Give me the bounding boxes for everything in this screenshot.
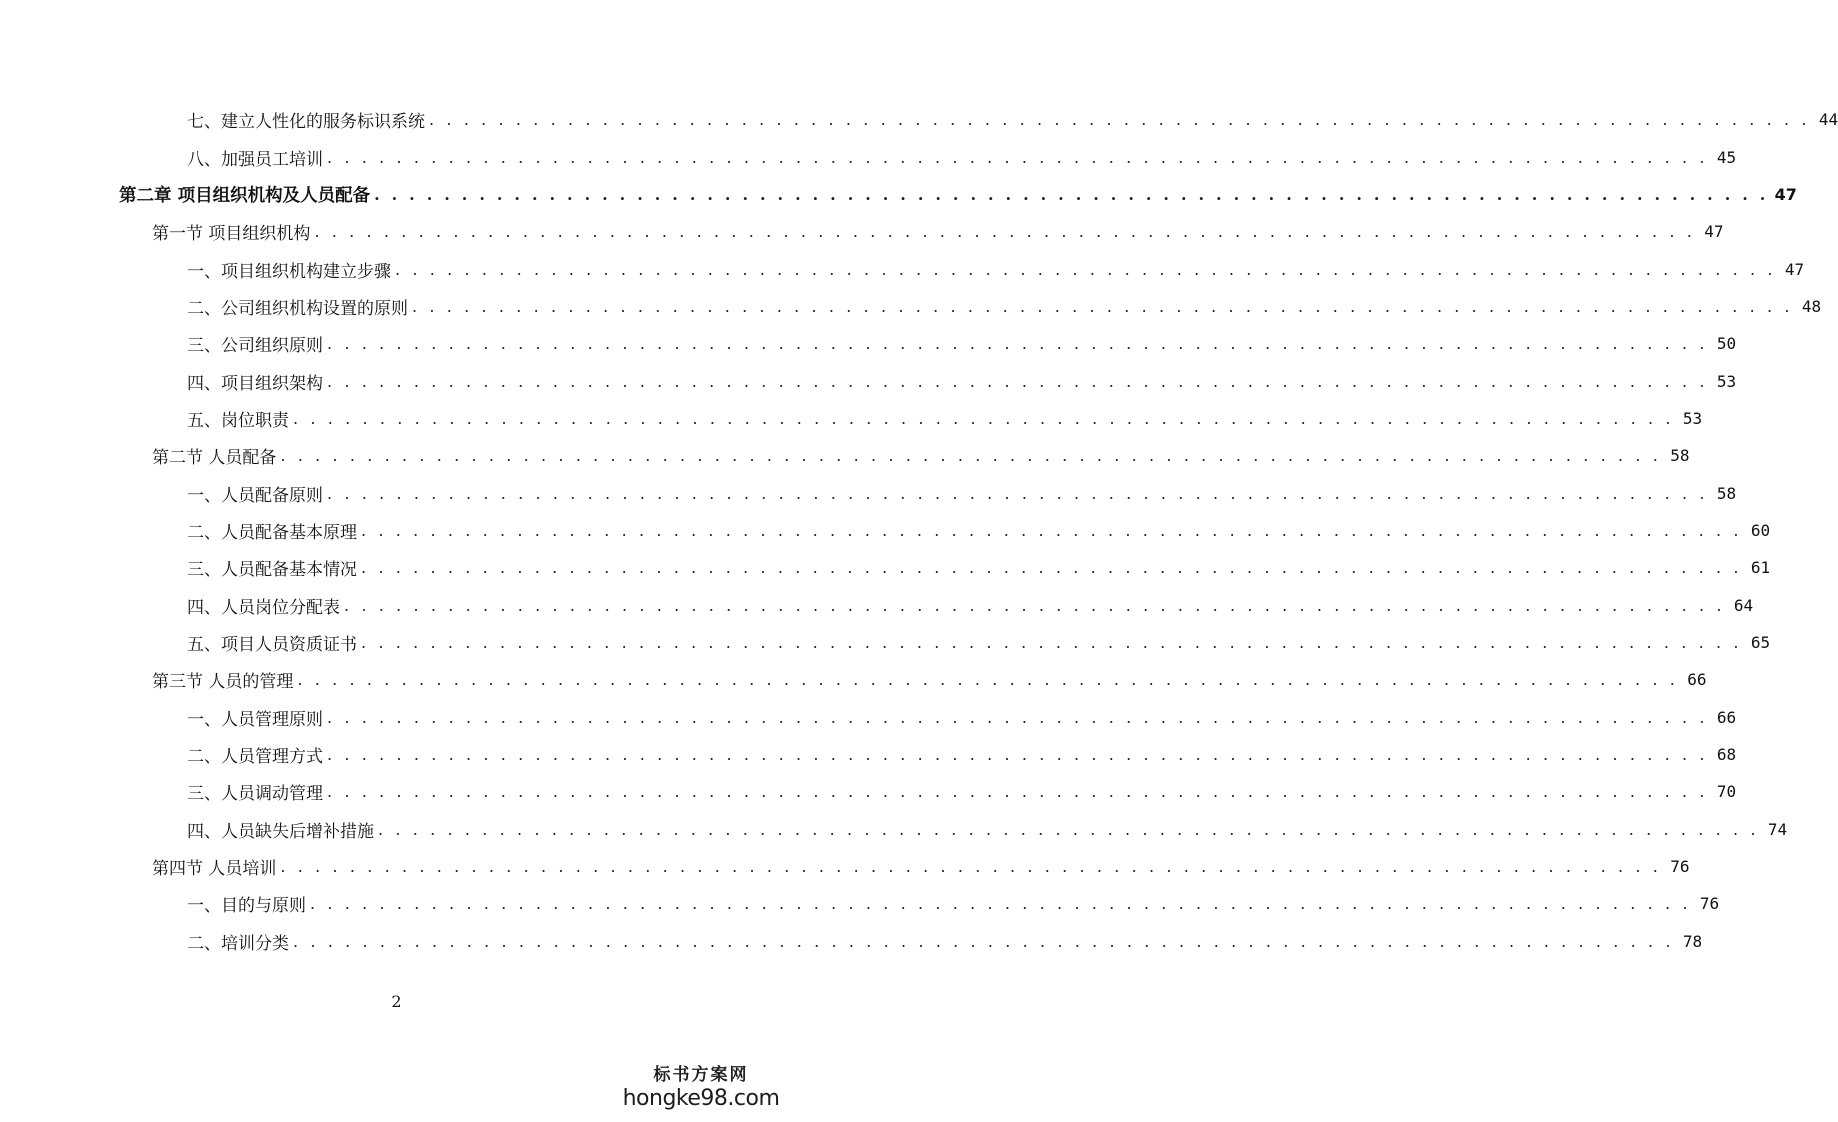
toc-entry-title: 四、项目组织架构 <box>187 373 323 394</box>
toc-page-number: 45 <box>1716 147 1737 167</box>
toc-dot-leader: . . . . . . . . . . . . . . . . . . . . . . . . . . . . . . . . . . . . . . . . . . . . . . . . . . . . . . . . . . . . . . . . . . . . . . . . . . . . . . . . <box>327 483 1709 503</box>
toc-entry-title: 第二节 人员配备 <box>152 448 277 469</box>
watermark-logo <box>621 1064 781 1112</box>
toc-page-number: 50 <box>1716 334 1737 354</box>
toc-page-number: 53 <box>1716 371 1737 391</box>
toc-dot-leader: . . . . . . . . . . . . . . . . . . . . . . . . . . . . . . . . . . . . . . . . . . . . . . . . . . . . . . . . . . . . . . . . . . . . . . . . . . . . . . . . <box>327 782 1709 802</box>
toc-page-number: 78 <box>1682 931 1703 951</box>
toc-dot-leader: . . . . . . . . . . . . . . . . . . . . . . . . . . . . . . . . . . . . . . . . . . . . . . . . . . . . . . . . . . . . . . . . . . . . . . . . . . . . . . . . <box>327 371 1709 391</box>
toc-entry-title: 三、人员配备基本情况 <box>187 560 357 581</box>
toc-entry-title: 七、建立人性化的服务标识系统 <box>187 112 425 133</box>
toc-page-number: 64 <box>1733 595 1754 615</box>
toc-dot-leader: . . . . . . . . . . . . . . . . . . . . . . . . . . . . . . . . . . . . . . . . . . . . . . . . . . . . . . . . . . . . . . . . . . . . . . . . . . . . . . . . <box>327 707 1709 727</box>
toc-entry-title: 二、人员配备基本原理 <box>187 522 357 543</box>
toc-entry-title: 一、人员配备原则 <box>187 485 323 506</box>
toc-entry-title: 三、公司组织原则 <box>187 336 323 357</box>
toc-subsection-entry[interactable] <box>0 549 1771 586</box>
toc-page-number: 47 <box>1704 222 1724 242</box>
toc-subsection-entry[interactable] <box>0 138 1737 175</box>
toc-subsection-entry[interactable] <box>0 400 1703 437</box>
toc-page-number: 76 <box>1670 857 1690 877</box>
toc-dot-leader: . . . . . . . . . . . . . . . . . . . . . . . . . . . . . . . . . . . . . . . . . . . . . . . . . . . . . . . . . . . . . . . . . . . . . . . . . . . . . . . . <box>361 558 1743 578</box>
toc-dot-leader: . . . . . . . . . . . . . . . . . . . . . . . . . . . . . . . . . . . . . . . . . . . . . . . . . . . . . . . . . . . . . . . . . . . . . . . . . . . . . . . . <box>280 446 1662 466</box>
toc-dot-leader: . . . . . . . . . . . . . . . . . . . . . . . . . . . . . . . . . . . . . . . . . . . . . . . . . . . . . . . . . . . . . . . . . . . . . . . . . . . . . . . . <box>344 595 1726 615</box>
toc-dot-leader: . . . . . . . . . . . . . . . . . . . . . . . . . . . . . . . . . . . . . . . . . . . . . . . . . . . . . . . . . . . . . . . . . . . . . . . . . . . . . . . . <box>310 894 1692 914</box>
toc-entry-title: 二、公司组织机构设置的原则 <box>187 298 408 319</box>
toc-page-number: 60 <box>1750 520 1771 540</box>
toc-entry-title: 四、人员岗位分配表 <box>187 597 340 618</box>
page-number: 2 <box>391 992 402 1011</box>
toc-entry-title: 二、培训分类 <box>187 933 289 954</box>
toc-entry-title: 八、加强员工培训 <box>187 149 323 170</box>
toc-dot-leader: . . . . . . . . . . . . . . . . . . . . . . . . . . . . . . . . . . . . . . . . . . . . . . . . . . . . . . . . . . . . . . . . . . . . . . . . . . . . . . . . <box>327 745 1709 765</box>
toc-subsection-entry[interactable] <box>0 362 1737 399</box>
toc-entry-title: 一、项目组织机构建立步骤 <box>187 261 391 282</box>
watermark-url: hongke98.com <box>622 1086 780 1111</box>
toc-dot-leader: . . . . . . . . . . . . . . . . . . . . . . . . . . . . . . . . . . . . . . . . . . . . . . . . . . . . . . . . . . . . . . . . . . . . . . . . . . . . . . . . <box>293 408 1675 428</box>
toc-entry-title: 五、岗位职责 <box>187 410 289 431</box>
toc-entry-title: 第一节 项目组织机构 <box>152 224 311 245</box>
toc-page-number: 61 <box>1750 558 1771 578</box>
toc-dot-leader: . . . . . . . . . . . . . . . . . . . . . . . . . . . . . . . . . . . . . . . . . . . . . . . . . . . . . . . . . . . . . . . . . . . . . . . . . . . . . . . . <box>314 222 1696 242</box>
toc-entry-title: 五、项目人员资质证书 <box>187 634 357 655</box>
toc-section-entry[interactable] <box>0 848 1690 885</box>
toc-section-entry[interactable] <box>0 437 1690 474</box>
toc-page-number: 74 <box>1767 819 1788 839</box>
toc-subsection-entry[interactable] <box>0 101 1838 138</box>
toc-subsection-entry[interactable] <box>0 474 1737 511</box>
toc-subsection-entry[interactable] <box>0 773 1737 810</box>
toc-dot-leader: . . . . . . . . . . . . . . . . . . . . . . . . . . . . . . . . . . . . . . . . . . . . . . . . . . . . . . . . . . . . . . . . . . . . . . . . . . . . . . . . <box>429 110 1811 130</box>
toc-page-number: 53 <box>1682 408 1703 428</box>
toc-page-number: 47 <box>1784 259 1805 279</box>
toc-subsection-entry[interactable] <box>0 811 1788 848</box>
toc-dot-leader: . . . . . . . . . . . . . . . . . . . . . . . . . . . . . . . . . . . . . . . . . . . . . . . . . . . . . . . . . . . . . . . . . . . . . . . . . . . . . . . . <box>327 147 1709 167</box>
watermark-title: 标书方案网 <box>653 1065 749 1085</box>
toc-page-number: 44 <box>1818 110 1838 130</box>
toc-entry-title: 二、人员管理方式 <box>187 747 323 768</box>
toc-entry-title: 第四节 人员培训 <box>152 859 277 880</box>
toc-entry-title: 一、人员管理原则 <box>187 709 323 730</box>
toc-dot-leader: . . . . . . . . . . . . . . . . . . . . . . . . . . . . . . . . . . . . . . . . . . . . . . . . . . . . . . . . . . . . . . . . . . . . . . . . . . . . . . . . <box>378 819 1760 839</box>
toc-page-number: 48 <box>1801 296 1822 316</box>
toc-subsection-entry[interactable] <box>0 325 1737 362</box>
toc-subsection-entry[interactable] <box>0 923 1703 960</box>
toc-page-number: 58 <box>1670 446 1690 466</box>
toc-dot-leader: . . . . . . . . . . . . . . . . . . . . . . . . . . . . . . . . . . . . . . . . . . . . . . . . . . . . . . . . . . . . . . . . . . . . . . . . . . . . . . . . <box>280 857 1662 877</box>
toc-entry-title: 三、人员调动管理 <box>187 784 323 805</box>
toc-page-number: 70 <box>1716 782 1737 802</box>
toc-section-entry[interactable] <box>0 661 1707 698</box>
toc-entry-title: 四、人员缺失后增补措施 <box>187 821 374 842</box>
toc-subsection-entry[interactable] <box>0 885 1720 922</box>
toc-page-number: 68 <box>1716 745 1737 765</box>
toc-page-number: 47 <box>1774 184 1797 204</box>
toc-chapter-entry[interactable] <box>0 176 1797 213</box>
table-of-contents <box>0 101 1838 960</box>
toc-subsection-entry[interactable] <box>0 736 1737 773</box>
toc-subsection-entry[interactable] <box>0 250 1805 287</box>
toc-subsection-entry[interactable] <box>0 624 1771 661</box>
toc-dot-leader: . . . . . . . . . . . . . . . . . . . . . . . . . . . . . . . . . . . . . . . . . . . . . . . . . . . . . . . . . . . . . . . . . . . . . . . . . . . . . . . . <box>412 296 1794 316</box>
toc-section-entry[interactable] <box>0 213 1724 250</box>
toc-dot-leader: . . . . . . . . . . . . . . . . . . . . . . . . . . . . . . . . . . . . . . . . . . . . . . . . . . . . . . . . . . . . . . . . . . . . . . . . . . . . . . . . <box>361 520 1743 540</box>
toc-page-number: 58 <box>1716 483 1737 503</box>
toc-entry-title: 第二章 项目组织机构及人员配备 <box>119 185 371 206</box>
toc-dot-leader: . . . . . . . . . . . . . . . . . . . . . . . . . . . . . . . . . . . . . . . . . . . . . . . . . . . . . . . . . . . . . . . . . . . . . . . . . . . . . . . . <box>395 259 1777 279</box>
toc-dot-leader: . . . . . . . . . . . . . . . . . . . . . . . . . . . . . . . . . . . . . . . . . . . . . . . . . . . . . . . . . . . . . . . . . . . . . . . . . . . . . . . . <box>327 334 1709 354</box>
toc-entry-title: 一、目的与原则 <box>187 896 306 917</box>
toc-dot-leader: . . . . . . . . . . . . . . . . . . . . . . . . . . . . . . . . . . . . . . . . . . . . . . . . . . . . . . . . . . . . . . . . . . . . . . . . . . . . . . . . <box>293 931 1675 951</box>
toc-subsection-entry[interactable] <box>0 586 1754 623</box>
toc-subsection-entry[interactable] <box>0 512 1771 549</box>
toc-subsection-entry[interactable] <box>0 699 1737 736</box>
toc-subsection-entry[interactable] <box>0 288 1822 325</box>
toc-page-number: 66 <box>1716 707 1737 727</box>
toc-entry-title: 第三节 人员的管理 <box>152 672 294 693</box>
toc-dot-leader: . . . . . . . . . . . . . . . . . . . . . . . . . . . . . . . . . . . . . . . . . . . . . . . . . . . . . . . . . . . . . . . . . . . . . . . . . . . . . . . . <box>297 670 1679 690</box>
toc-page-number: 76 <box>1699 894 1720 914</box>
toc-dot-leader: . . . . . . . . . . . . . . . . . . . . . . . . . . . . . . . . . . . . . . . . . . . . . . . . . . . . . . . . . . . . . . . . . . . . . . . . . . . . . . . . <box>361 632 1743 652</box>
toc-page-number: 65 <box>1750 632 1771 652</box>
toc-dot-leader: . . . . . . . . . . . . . . . . . . . . . . . . . . . . . . . . . . . . . . . . . . . . . . . . . . . . . . . . . . . . . . . . . . . . . . . . . . . . . . . . <box>374 184 1769 204</box>
toc-page-number: 66 <box>1687 670 1707 690</box>
